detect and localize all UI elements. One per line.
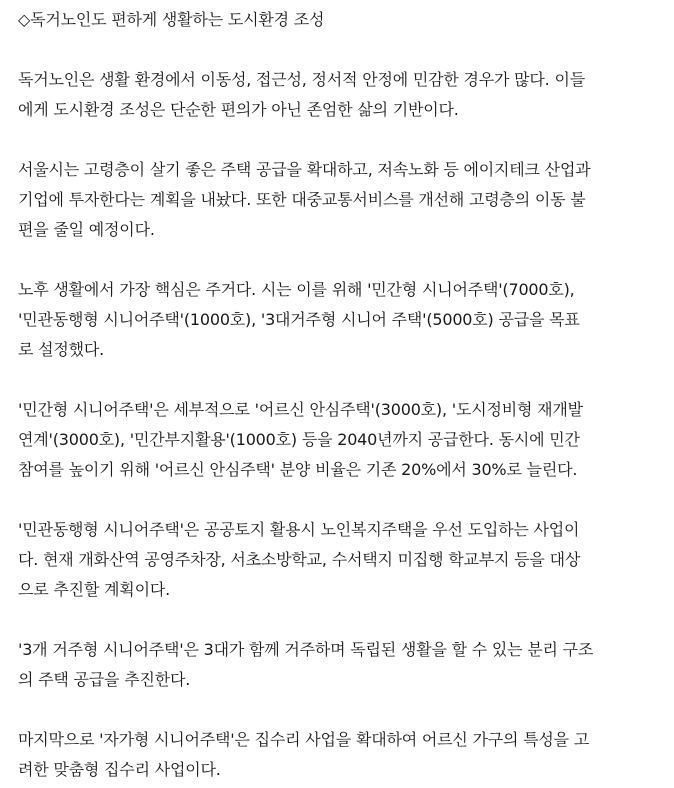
paragraph-line: 마지막으로 '자가형 시니어주택'은 집수리 사업을 확대하여 어르신 가구의 특성을 고 [18, 730, 590, 749]
paragraph-line: 편을 줄일 예정이다. [18, 220, 155, 239]
paragraph-line: 연계'(3000호), '민간부지활용'(1000호) 등을 2040년까지 공급한다. 동시에 민간 [18, 430, 580, 449]
paragraph-line: 다. 현재 개화산역 공영주차장, 서초소방학교, 수서택지 미집행 학교부지 등을 대상 [18, 550, 581, 569]
paragraph-line: 려한 맞춤형 집수리 사업이다. [18, 760, 221, 779]
paragraph-2 [18, 155, 634, 245]
paragraph-line: '민관동행형 시니어주택'(1000호), '3대거주형 시니어 주택'(5000호) 공급을 목표 [18, 310, 580, 329]
paragraph-line: 으로 추진할 계획이다. [18, 580, 170, 599]
paragraph-6 [18, 635, 634, 695]
paragraph-line: 참여를 높이기 위해 '어르신 안심주택' 분양 비율은 기존 20%에서 30%로 늘린다. [18, 460, 578, 479]
paragraph-line: 에게 도시환경 조성은 단순한 편의가 아닌 존엄한 삶의 기반이다. [18, 100, 459, 119]
paragraph-4 [18, 395, 634, 485]
paragraph-line: '민관동행형 시니어주택'은 공공토지 활용시 노인복지주택을 우선 도입하는 사업이 [18, 520, 580, 539]
paragraph-line: 노후 생활에서 가장 핵심은 주거다. 시는 이를 위해 '민간형 시니어주택'(7000호), [18, 280, 575, 299]
paragraph-7 [18, 725, 634, 785]
paragraph-5 [18, 515, 634, 605]
paragraph-1 [18, 65, 634, 125]
paragraph-line: 서울시는 고령층이 살기 좋은 주택 공급을 확대하고, 저속노화 등 에이지테크 산업과 [18, 160, 591, 179]
paragraph-line: 의 주택 공급을 추진한다. [18, 670, 191, 689]
paragraph-line: '3개 거주형 시니어주택'은 3대가 함께 거주하며 독립된 생활을 할 수 있는 분리 구조 [18, 640, 594, 659]
paragraph-line: 기업에 투자한다는 계획을 내놨다. 또한 대중교통서비스를 개선해 고령층의 이동 불 [18, 190, 586, 209]
paragraph-3 [18, 275, 634, 365]
section-heading: ◇독거노인도 편하게 생활하는 도시환경 조성 [18, 10, 325, 29]
paragraph-line: '민간형 시니어주택'은 세부적으로 '어르신 안심주택'(3000호), '도시정비형 재개발 [18, 400, 583, 419]
paragraph-line: 로 설정했다. [18, 340, 105, 359]
paragraph-line: 독거노인은 생활 환경에서 이동성, 접근성, 정서적 안정에 민감한 경우가 많다. 이들 [18, 70, 585, 89]
